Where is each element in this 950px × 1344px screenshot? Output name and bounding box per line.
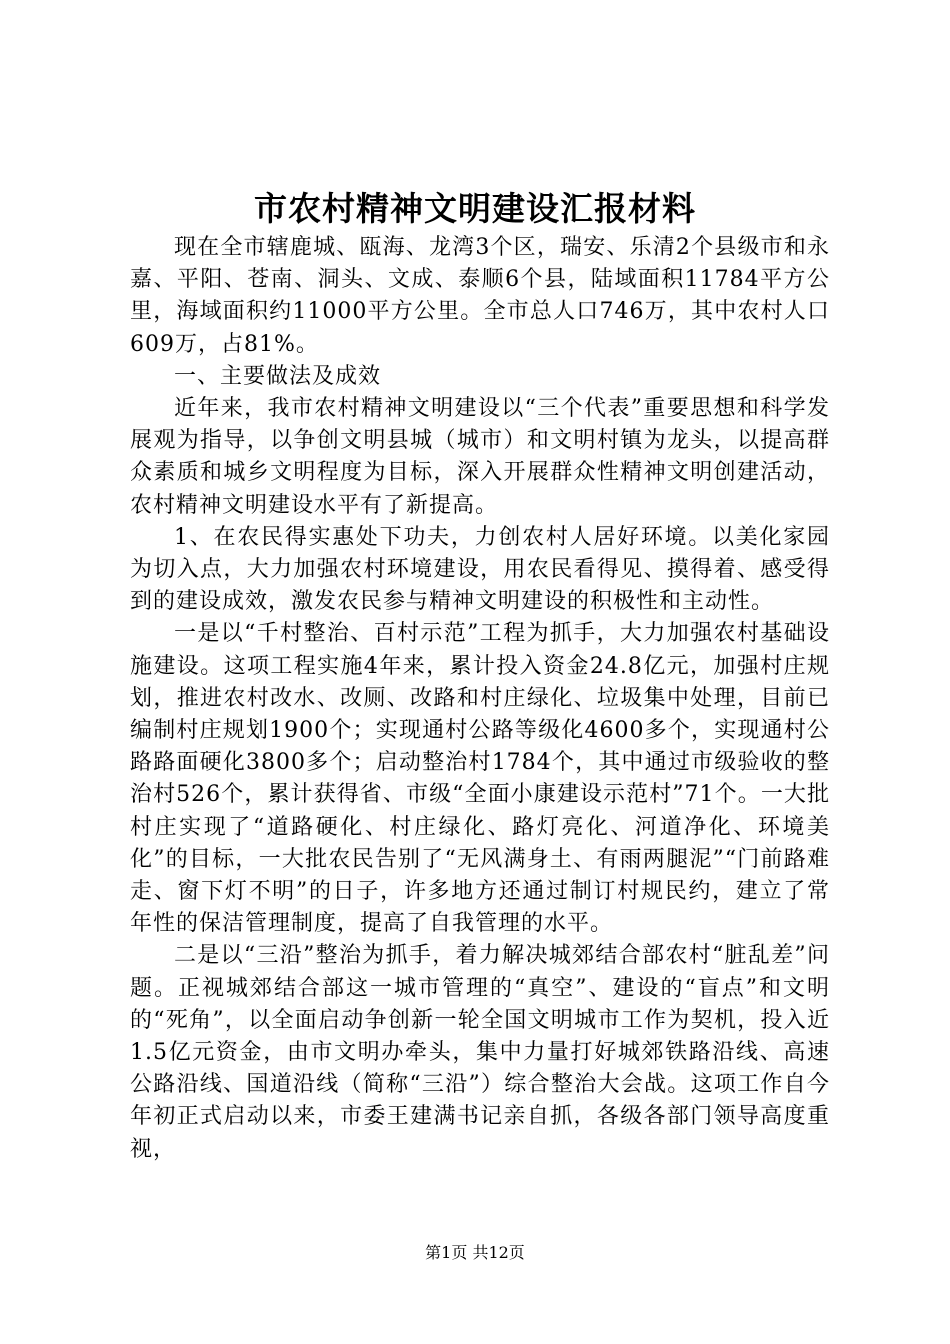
page-number-footer: 第1页 共12页 [425,1243,525,1262]
paragraph-intro: 近年来，我市农村精神文明建设以“三个代表”重要思想和科学发展观为指导，以争创文明县城（城市）和文明村镇为龙头，以提高群众素质和城乡文明程度为目标，深入开展群众性精神文明创建活动，农村精神文明建设水平有了新提高。 [130,396,830,518]
document-body [130,232,830,1166]
paragraph-overview: 现在全市辖鹿城、瓯海、龙湾3个区，瑞安、乐清2个县级市和永嘉、平阳、苍南、洞头、文成、泰顺6个县，陆域面积11784平方公里，海域面积约11000平方公里。全市总人口746万，其中农村人口609万，占81%。 [130,235,830,357]
document-title: 市农村精神文明建设汇报材料 [254,189,696,228]
section-heading: 一、主要做法及成效 [174,363,382,389]
paragraph-measure-1: 一是以“千村整治、百村示范”工程为抓手，大力加强农村基础设施建设。这项工程实施4年来，累计投入资金24.8亿元，加强村庄规划，推进农村改水、改厕、改路和村庄绿化、垃圾集中处理，目前已编制村庄规划1900个；实现通村公路等级化4600多个，实现通村公路路面硬化3800多个；启动整治村1784个，其中通过市级验收的整治村526个，累计获得省、市级“全面小康建设示范村”71个。一大批村庄实现了“道路硬化、村庄绿化、路灯亮化、河道净化、环境美化”的目标，一大批农民告别了“无风满身土、有雨两腿泥”“门前路难走、窗下灯不明”的日子，许多地方还通过制订村规民约，建立了常年性的保洁管理制度，提高了自我管理的水平。 [130,621,830,937]
paragraph-measure-2: 二是以“三沿”整治为抓手，着力解决城郊结合部农村“脏乱差”问题。正视城郊结合部这一城市管理的“真空”、建设的“盲点”和文明的“死角”，以全面启动争创新一轮全国文明城市工作为契机，投入近1.5亿元资金，由市文明办牵头，集中力量打好城郊铁路沿线、高速公路沿线、国道沿线（简称“三沿”）综合整治大会战。这项工作自今年初正式启动以来，市委王建满书记亲自抓，各级各部门领导高度重视， [130,943,830,1162]
paragraph-item-1: 1、在农民得实惠处下功夫，力创农村人居好环境。以美化家园为切入点，大力加强农村环境建设，用农民看得见、摸得着、感受得到的建设成效，激发农民参与精神文明建设的积极性和主动性。 [130,524,830,615]
